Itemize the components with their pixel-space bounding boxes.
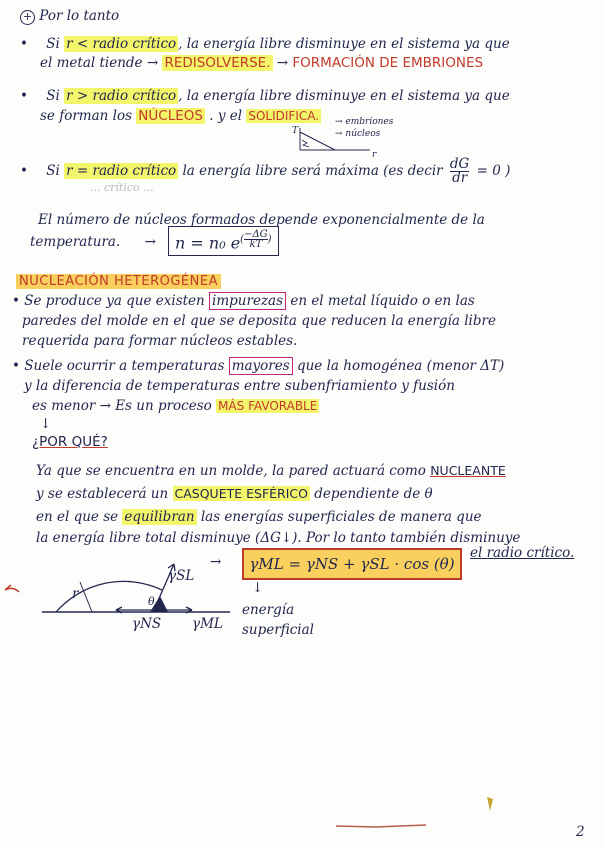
nucleos-highlight: NÚCLEOS [138,108,203,124]
equilibran-highlight: equilibran [124,509,195,525]
het-bullet-2-line-2: y la diferencia de temperaturas entre subenfriamiento y fusión [24,378,455,394]
diagram-r-label: r [72,586,79,602]
page-number: 2 [576,824,585,840]
sketch-nuc-label: → núcleos [335,129,381,139]
bullet-3-condition: r = radio crítico [66,163,177,179]
redisolverse-highlight: REDISOLVERSE. [164,55,271,71]
para2-line-2: y se establecerá un CASQUETE ESFÉRICO dependiente de θ [36,486,433,502]
section-title: NUCLEACIÓN HETEROGÉNEA [16,273,221,290]
mas-favorable-highlight: MÁS FAVORABLE [218,399,318,413]
diagram-gamma-ml: γML [192,616,223,632]
mayores-box: mayores [229,357,293,375]
diagram-theta-label: θ [148,595,155,608]
het-bullet-2-line-3: es menor → Es un proceso MÁS FAVORABLE [32,398,318,414]
bullet-3-line: • Si r = radio crítico la energía libre será máxima (es decir $\frac{dG}{dr}$ = 0 ) [20,156,511,186]
bullet-1-condition: r < radio crítico [66,36,177,52]
impurezas-box: impurezas [209,292,286,310]
diagram-gamma-sl: γSL [168,568,195,584]
energy-note-line-2: superficial [242,622,314,638]
energy-note-line-1: energía [242,602,295,618]
para1-line-1: El número de núcleos formados depende exponencialmente de la [38,212,485,228]
het-bullet-1-line-1: • Se produce ya que existen impurezas en el metal líquido o en las [12,293,475,309]
para1-line-2: temperatura. → [30,234,156,250]
het-bullet-1-line-3: requerida para formar núcleos estables. [22,333,298,349]
energy-note-arrow: ↓ [252,580,264,596]
casquete-highlight: CASQUETE ESFÉRICO [174,486,308,501]
diagram-arrow: → [210,554,222,570]
bullet-2-condition: r > radio crítico [66,88,177,104]
bullet-2-line-2: se forman los NÚCLEOS . y el SOLIDIFICA. [40,108,320,124]
plus-circle-icon: + [20,10,35,25]
para2-line-4: la energía libre total disminuye (ΔG↓). Por lo tanto también disminuye [36,530,521,546]
para2-line-5: el radio crítico. [470,545,575,561]
sketch-t-label: T [292,126,299,136]
arrow-glyph: → [146,55,159,71]
para2-line-1: Ya que se encuentra en un molde, la pared actuará como NUCLEANTE [36,463,506,479]
sketch-r-label: r [372,150,377,160]
young-equation-box: γML = γNS + γSL · cos (θ) [242,548,462,580]
why-arrow: ↓ [40,416,52,432]
arrow-glyph-2: → [276,55,289,71]
het-bullet-1-line-2: paredes del molde en el que se deposita que reducen la energía libre [22,313,496,329]
solidifica-highlight: SOLIDIFICA. [248,109,320,123]
faint-crossed-text: ... crítico ... [90,181,154,194]
nucleus-count-formula: n = n₀ $e^{( \frac{-\Delta G}{kT} )}$ [168,226,279,256]
bullet-1-si: Si [46,36,60,52]
nucleante-underlined: NUCLEANTE [430,463,506,478]
het-bullet-2-line-1: • Suele ocurrir a temperaturas mayores que la homogénea (menor ΔT) [12,358,505,374]
bullet-2-line-1: • Si r > radio crítico , la energía libre disminuye en el sistema ya que [20,88,510,104]
bullet-1-tiende: el metal tiende [40,55,143,71]
para2-line-3: en el que se equilibran las energías superficiales de manera que [36,509,482,525]
bullet-1-rest: , la energía libre disminuye en el sistema ya que [178,36,510,52]
diagram-gamma-ns: γNS [132,616,162,632]
bullet-marker: • [20,36,28,52]
header-text: Por lo tanto [39,8,120,24]
why-label: ¿POR QUÉ? [32,434,108,450]
dg-dr-fraction: $\frac{dG}{dr}$ [449,156,470,186]
formacion-embriones: FORMACIÓN DE EMBRIONES [292,55,484,71]
sketch-emb-label: → embriones [335,117,394,127]
